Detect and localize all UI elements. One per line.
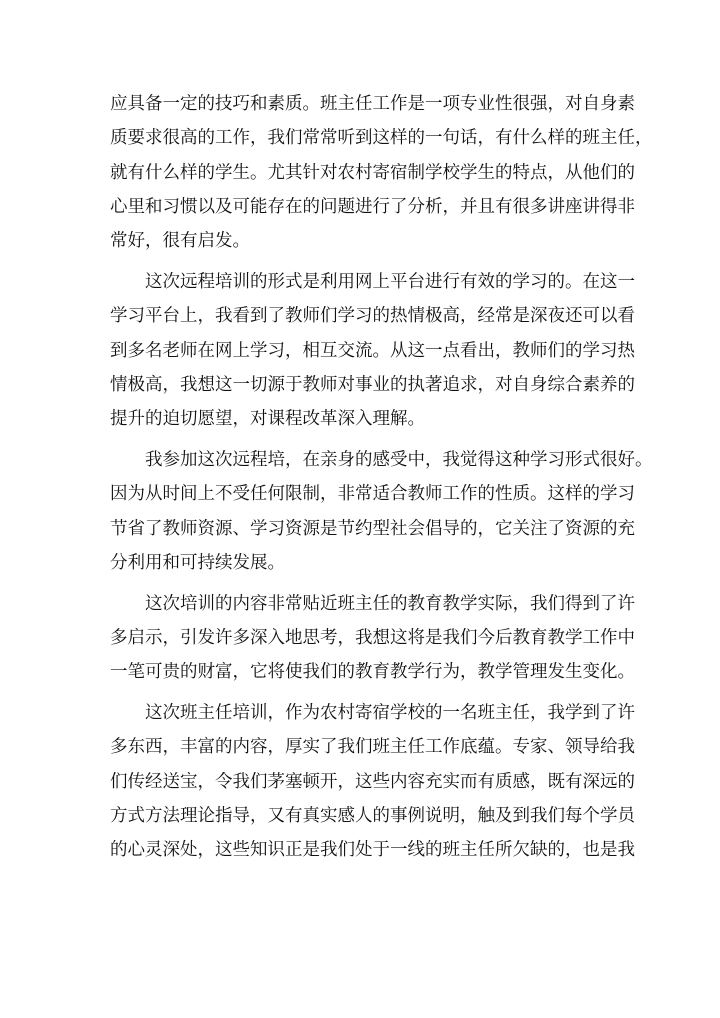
text-line: 学习平台上，我看到了教师们学习的热情极高，经常是深夜还可以看	[110, 306, 635, 327]
text-line: 因为从时间上不受任何限制，非常适合教师工作的性质。这样的学习	[110, 484, 635, 505]
paragraph-1	[110, 87, 653, 258]
text-line: 质要求很高的工作，我们常常听到这样的一句话，有什么样的班主任，	[110, 128, 653, 149]
paragraph-4	[110, 587, 635, 690]
text-line: 这次远程培训的形式是利用网上平台进行有效的学习的。在这一	[110, 271, 635, 292]
text-line: 一笔可贵的财富，它将使我们的教育教学行为，教学管理发生变化。	[110, 662, 635, 683]
text-line: 多东西，丰富的内容，厚实了我们班主任工作底蕴。专家、领导给我	[110, 737, 635, 758]
text-line: 的心灵深处，这些知识正是我们处于一线的班主任所欠缺的，也是我	[110, 840, 635, 861]
text-line: 情极高，我想这一切源于教师对事业的执著追求，对自身综合素养的	[110, 374, 635, 395]
text-line: 就有什么样的学生。尤其针对农村寄宿制学校学生的特点，从他们的	[110, 162, 635, 183]
text-line: 到多名老师在网上学习，相互交流。从这一点看出，教师们的学习热	[110, 340, 635, 361]
document-body	[110, 87, 653, 868]
paragraph-5	[110, 696, 635, 867]
text-line: 应具备一定的技巧和素质。班主任工作是一项专业性很强，对自身素	[110, 94, 635, 114]
text-line: 节省了教师资源、学习资源是节约型社会倡导的，它关注了资源的充	[110, 518, 635, 539]
text-line: 多启示，引发许多深入地思考，我想这将是我们今后教育教学工作中	[110, 627, 635, 648]
text-line: 我参加这次远程培，在亲身的感受中，我觉得这种学习形式很好。	[110, 449, 653, 470]
text-line: 常好，很有启发。	[110, 231, 250, 252]
text-line: 方式方法理论指导，又有真实感人的事例说明，触及到我们每个学员	[110, 805, 635, 826]
text-line: 心里和习惯以及可能存在的问题进行了分析，并且有很多讲座讲得非	[110, 196, 635, 217]
paragraph-3	[110, 443, 653, 580]
text-line: 提升的迫切愿望，对课程改革深入理解。	[110, 409, 425, 430]
text-line: 分利用和可持续发展。	[110, 552, 285, 573]
paragraph-2	[110, 265, 635, 436]
text-line: 们传经送宝，令我们茅塞顿开，这些内容充实而有质感，既有深远的	[110, 771, 635, 792]
text-line: 这次培训的内容非常贴近班主任的教育教学实际，我们得到了许	[110, 593, 635, 614]
text-line: 这次班主任培训，作为农村寄宿学校的一名班主任，我学到了许	[110, 703, 635, 724]
